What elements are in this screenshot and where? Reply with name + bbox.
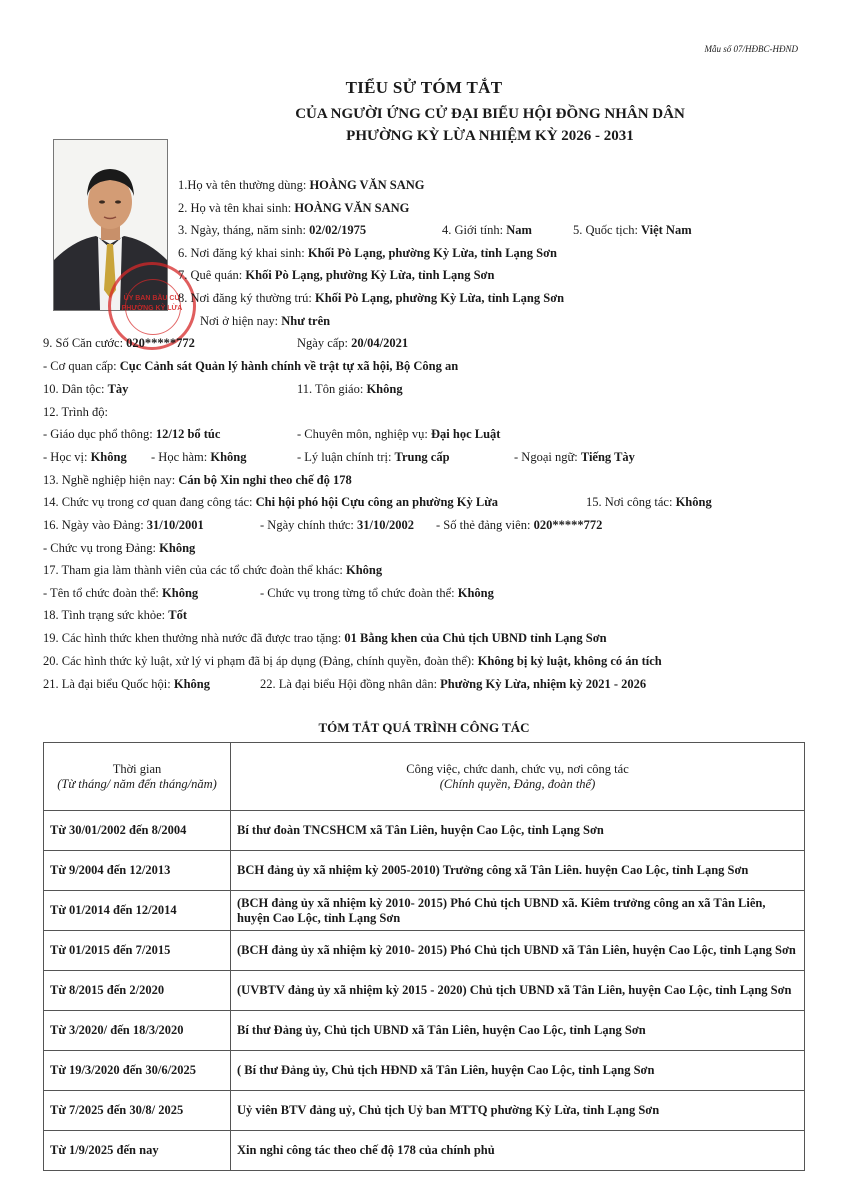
table-row — [44, 1051, 805, 1091]
row-work: BCH đảng ủy xã nhiệm kỳ 2005-2010) Trưởng công xã Tân Liên. huyện Cao Lộc, tỉnh Lạng Sơn — [231, 851, 805, 891]
row-work: (BCH đảng ủy xã nhiệm kỳ 2010- 2015) Phó Chủ tịch UBND xã Tân Liên, huyện Cao Lộc, tỉnh Lạng Sơn — [231, 931, 805, 971]
field-current-residence: Nơi ở hiện nay: Như trên — [200, 314, 331, 328]
row-period: Từ 7/2025 đến 30/8/ 2025 — [44, 1091, 231, 1131]
field-general-education: - Giáo dục phổ thông: 12/12 bổ túc — [43, 427, 221, 441]
header-period-note: (Từ tháng/ năm đến tháng/năm) — [57, 776, 217, 791]
field-birth-date: 3. Ngày, tháng, năm sinh: 02/02/1975 — [178, 223, 367, 237]
table-row — [44, 891, 805, 931]
field-professional-qualification: - Chuyên môn, nghiệp vụ: Đại học Luật — [297, 427, 501, 441]
field-id-issuer: - Cơ quan cấp: Cục Cảnh sát Quản lý hành chính về trật tự xã hội, Bộ Công an — [43, 359, 459, 373]
work-history-title: TÓM TẮT QUÁ TRÌNH CÔNG TÁC — [318, 720, 530, 735]
field-education-heading: 12. Trình độ: — [43, 405, 108, 419]
table-header-row — [44, 743, 805, 811]
field-ethnicity: 10. Dân tộc: Tày — [43, 382, 129, 396]
table-row — [44, 811, 805, 851]
field-hometown: 7. Quê quán: Khối Pò Lạng, phường Kỳ Lừa, tỉnh Lạng Sơn — [178, 268, 495, 282]
field-occupation: 13. Nghề nghiệp hiện nay: Cán bộ Xin nghỉ theo chế độ 178 — [43, 473, 352, 487]
field-permanent-residence: 8. Nơi đăng ký thường trú: Khối Pò Lạng, phường Kỳ Lừa, tỉnh Lạng Sơn — [178, 291, 565, 305]
field-gender: 4. Giới tính: Nam — [442, 223, 532, 237]
field-workplace: 15. Nơi công tác: Không — [586, 495, 712, 509]
header-period-label: Thời gian — [112, 761, 162, 776]
document-subtitle-term: PHƯỜNG KỲ LỪA NHIỆM KỲ 2026 - 2031 — [346, 128, 634, 144]
field-organization-position: - Chức vụ trong từng tổ chức đoàn thể: Không — [260, 586, 494, 600]
field-disciplinary-actions: 20. Các hình thức kỷ luật, xử lý vi phạm đã bị áp dụng (Đảng, chính quyền, đoàn thể): Không bị kỷ luật, không có án tích — [43, 654, 662, 668]
document-subtitle: CỦA NGƯỜI ỨNG CỬ ĐẠI BIỂU HỘI ĐỒNG NHÂN DÂN — [295, 106, 685, 122]
row-period: Từ 8/2015 đến 2/2020 — [44, 971, 231, 1011]
header-work — [231, 743, 805, 811]
row-period: Từ 30/01/2002 đến 8/2004 — [44, 811, 231, 851]
row-work: (BCH đảng ủy xã nhiệm kỳ 2010- 2015) Phó Chủ tịch UBND xã. Kiêm trưởng công an xã Tân Liên, huyện Cao Lộc, tỉnh Lạng Sơn — [231, 891, 805, 931]
field-awards: 19. Các hình thức khen thưởng nhà nước đã được trao tặng: 01 Bằng khen của Chủ tịch UBND tỉnh Lạng Sơn — [43, 631, 607, 645]
table-row — [44, 1091, 805, 1131]
field-id-number: 9. Số Căn cước: 020*****772 — [43, 336, 195, 350]
field-foreign-language: - Ngoại ngữ: Tiếng Tày — [514, 450, 635, 464]
field-organization-name: - Tên tổ chức đoàn thể: Không — [43, 586, 199, 600]
row-period: Từ 9/2004 đến 12/2013 — [44, 851, 231, 891]
header-work-label: Công việc, chức danh, chức vụ, nơi công tác — [406, 761, 629, 776]
field-nationality: 5. Quốc tịch: Việt Nam — [573, 223, 692, 237]
row-work: Bí thư Đảng ủy, Chủ tịch UBND xã Tân Liên, huyện Cao Lộc, tỉnh Lạng Sơn — [231, 1011, 805, 1051]
field-party-join-date: 16. Ngày vào Đảng: 31/10/2001 — [43, 518, 204, 532]
field-birth-registration: 6. Nơi đăng ký khai sinh: Khối Pò Lạng, phường Kỳ Lừa, tỉnh Lạng Sơn — [178, 246, 557, 260]
row-work: Xin nghỉ công tác theo chế độ 178 của chính phủ — [231, 1131, 805, 1171]
row-period: Từ 19/3/2020 đến 30/6/2025 — [44, 1051, 231, 1091]
field-party-position: - Chức vụ trong Đảng: Không — [43, 541, 196, 555]
row-work: Uỷ viên BTV đảng uỷ, Chủ tịch Uỷ ban MTTQ phường Kỳ Lừa, tỉnh Lạng Sơn — [231, 1091, 805, 1131]
table-row — [44, 971, 805, 1011]
field-religion: 11. Tôn giáo: Không — [297, 382, 403, 396]
field-council-delegate: 22. Là đại biểu Hội đồng nhân dân: Phường Kỳ Lừa, nhiệm kỳ 2021 - 2026 — [260, 677, 647, 691]
field-birth-name: 2. Họ và tên khai sinh: HOÀNG VĂN SANG — [178, 201, 410, 215]
field-id-issue-date: Ngày cấp: 20/04/2021 — [297, 336, 409, 350]
table-row — [44, 1011, 805, 1051]
table-row — [44, 851, 805, 891]
field-health-status: 18. Tình trạng sức khỏe: Tốt — [43, 608, 188, 622]
row-period: Từ 3/2020/ đến 18/3/2020 — [44, 1011, 231, 1051]
work-history-table — [43, 742, 805, 1171]
row-period: Từ 01/2014 đến 12/2014 — [44, 891, 231, 931]
form-code: Mẫu số 07/HĐBC-HĐND — [704, 44, 798, 54]
field-common-name: 1.Họ và tên thường dùng: HOÀNG VĂN SANG — [178, 178, 425, 192]
field-academic-title: - Học hàm: Không — [151, 450, 247, 464]
row-period: Từ 01/2015 đến 7/2015 — [44, 931, 231, 971]
table-row — [44, 931, 805, 971]
field-party-card-number: - Số thẻ đảng viên: 020*****772 — [436, 518, 603, 532]
field-national-assembly-delegate: 21. Là đại biểu Quốc hội: Không — [43, 677, 211, 691]
field-current-position: 14. Chức vụ trong cơ quan đang công tác: Chi hội phó hội Cựu công an phường Kỳ Lừa — [43, 495, 498, 509]
row-period: Từ 1/9/2025 đến nay — [44, 1131, 231, 1171]
table-row — [44, 1131, 805, 1171]
field-party-official-date: - Ngày chính thức: 31/10/2002 — [260, 518, 414, 532]
field-degree: - Học vị: Không — [43, 450, 127, 464]
document-title: TIỂU SỬ TÓM TẮT — [345, 78, 503, 97]
field-political-theory: - Lý luận chính trị: Trung cấp — [297, 450, 450, 464]
header-period — [44, 743, 231, 811]
stamp-text: ỦY BAN BẦU CỬ — [123, 295, 181, 302]
header-work-note: (Chính quyền, Đảng, đoàn thể) — [439, 776, 596, 791]
row-work: ( Bí thư Đảng ủy, Chủ tịch HĐND xã Tân Liên, huyện Cao Lộc, tỉnh Lạng Sơn — [231, 1051, 805, 1091]
row-work: Bí thư đoàn TNCSHCM xã Tân Liên, huyện Cao Lộc, tỉnh Lạng Sơn — [231, 811, 805, 851]
field-other-organizations: 17. Tham gia làm thành viên của các tổ chức đoàn thể khác: Không — [43, 563, 383, 577]
row-work: (UVBTV đảng ủy xã nhiệm kỳ 2015 - 2020) Chủ tịch UBND xã Tân Liên, huyện Cao Lộc, tỉnh Lạng Sơn — [231, 971, 805, 1011]
stamp-text-ward: PHƯỜNG KỲ LỪA — [121, 305, 183, 312]
